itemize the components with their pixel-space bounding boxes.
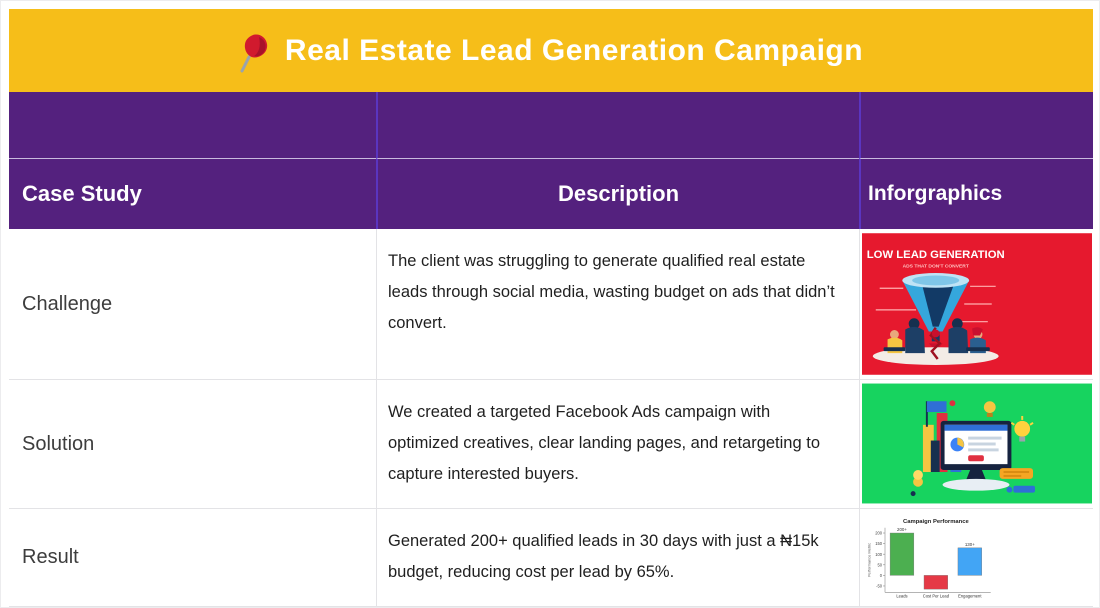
description-cell bbox=[376, 229, 859, 380]
svg-text:Leads: Leads bbox=[896, 593, 908, 599]
description-text: We created a targeted Facebook Ads campaign with optimized creatives, clear landing pages, and retargeting to capture interested buyers. bbox=[388, 403, 821, 483]
result-infographic bbox=[860, 509, 1093, 606]
table-row-solution bbox=[9, 380, 1093, 509]
svg-text:Cost Per Lead: Cost Per Lead bbox=[922, 593, 950, 599]
table-row-challenge bbox=[9, 229, 1093, 380]
svg-text:50: 50 bbox=[877, 562, 883, 568]
header-label: Inforgraphics bbox=[868, 182, 1003, 205]
header-cell-inforgraphics bbox=[859, 159, 1093, 229]
spacer-cell bbox=[9, 92, 376, 159]
infographic-cell bbox=[859, 380, 1093, 509]
case-cell bbox=[9, 229, 376, 380]
table-row-result bbox=[9, 509, 1093, 607]
svg-text:Campaign Performance: Campaign Performance bbox=[903, 518, 969, 525]
header-cell-case-study bbox=[9, 159, 376, 229]
infographic-title: LOW LEAD GENERATION bbox=[866, 248, 1005, 261]
spacer-cell bbox=[376, 92, 859, 159]
infographic-cell bbox=[859, 229, 1093, 380]
svg-text:0: 0 bbox=[879, 572, 883, 578]
challenge-infographic bbox=[860, 229, 1093, 379]
svg-text:Performance Metric: Performance Metric bbox=[866, 542, 872, 578]
case-label: Solution bbox=[22, 432, 95, 455]
description-cell bbox=[376, 380, 859, 509]
page-banner bbox=[9, 9, 1093, 92]
low-lead-generation-illustration bbox=[862, 232, 1092, 376]
digital-marketing-illustration bbox=[862, 383, 1092, 504]
header-cell-description bbox=[376, 159, 859, 229]
table-header-row bbox=[9, 159, 1093, 229]
svg-text:150: 150 bbox=[875, 541, 883, 547]
svg-text:Engagement: Engagement bbox=[958, 593, 982, 599]
table-row-spacer bbox=[9, 92, 1093, 159]
campaign-performance-chart bbox=[864, 515, 998, 607]
case-label: Challenge bbox=[22, 292, 113, 315]
case-label: Result bbox=[22, 546, 79, 568]
svg-text:200+: 200+ bbox=[897, 527, 907, 533]
pushpin-icon bbox=[239, 33, 273, 73]
solution-infographic bbox=[860, 380, 1093, 508]
case-cell bbox=[9, 380, 376, 509]
spacer-cell bbox=[859, 92, 1093, 159]
description-text: Generated 200+ qualified leads in 30 days with just a ₦15k budget, reducing cost per lead by 65%. bbox=[388, 532, 819, 581]
svg-text:100: 100 bbox=[875, 551, 883, 557]
description-cell bbox=[376, 509, 859, 607]
case-cell bbox=[9, 509, 376, 607]
svg-text:200: 200 bbox=[875, 530, 883, 536]
svg-text:130+: 130+ bbox=[964, 541, 975, 547]
page-title: Real Estate Lead Generation Campaign bbox=[284, 33, 864, 67]
header-label: Description bbox=[557, 181, 680, 206]
infographic-cell bbox=[859, 509, 1093, 607]
description-text: The client was struggling to generate qualified real estate leads through social media, wasting budget on ads that didn’t convert. bbox=[388, 252, 835, 332]
header-label: Case Study bbox=[22, 181, 142, 206]
infographic-subtitle: ADS THAT DON'T CONVERT bbox=[902, 264, 969, 270]
svg-text:-50: -50 bbox=[876, 583, 883, 589]
case-study-table bbox=[9, 92, 1093, 607]
